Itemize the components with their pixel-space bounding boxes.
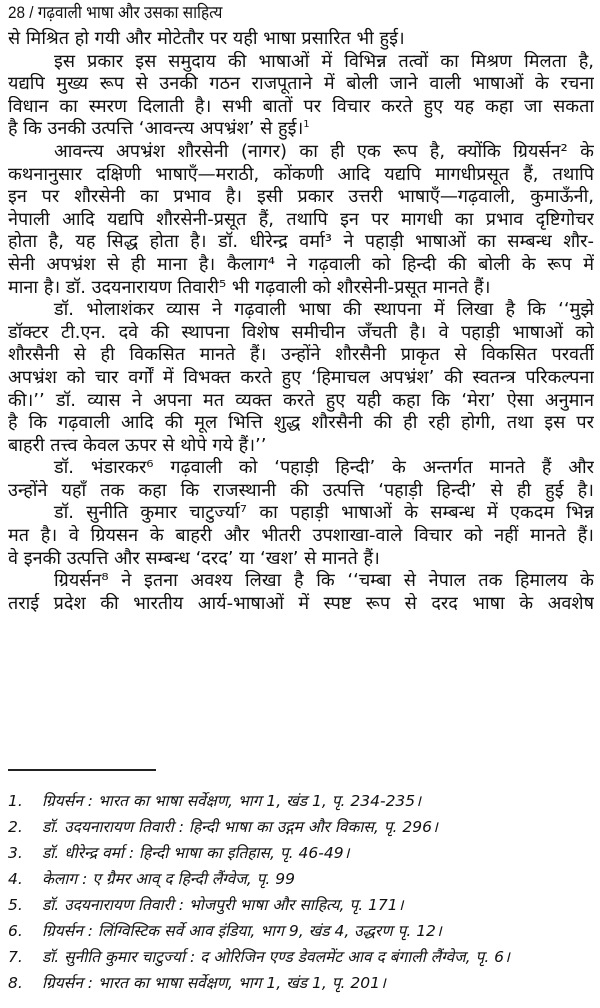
body-line (8, 299, 594, 322)
body-line (8, 548, 594, 571)
footnote-number: 4. (8, 870, 23, 888)
footnote-item (8, 840, 598, 866)
body-line (8, 502, 594, 525)
body-line (8, 593, 594, 616)
body-line (8, 141, 594, 164)
footnote-item (8, 788, 598, 814)
book-title: गढ़वाली भाषा और उसका साहित्य (37, 3, 223, 22)
body-line-text: डॉ. भंडारकर⁶ गढ़वाली को ‘पहाड़ी हिन्दी’ के अन्तर्गत मानते हैं और (54, 457, 594, 479)
body-line (8, 570, 594, 593)
footnote-number: 7. (8, 948, 23, 966)
body-line (8, 164, 594, 187)
body-line-text: माना है। डॉ. उदयनारायण तिवारी⁵ भी गढ़वाली को शौरसेनी-प्रसूत मानते हैं। (8, 276, 491, 298)
body-line-text: यद्यपि मुख्य रूप से उनकी गठन राजपूताने में बोली जाने वाली भाषाओं के रचना (8, 73, 594, 95)
body-line-text: विधान का स्मरण दिलाती है। सभी बातों पर विचार करते हुए यह कहा जा सकता (8, 95, 594, 117)
body-line-text: मत है। वे ग्रियसन के बाहरी और भीतरी उपशाखा-वाले विचार को नहीं मानते हैं। (8, 525, 594, 547)
footnote-item (8, 970, 598, 996)
running-head-separator: / (29, 3, 34, 22)
footnote-text: केलाग : ए ग्रैमर आव् द हिन्दी लैंग्वेज, पृ. 99 (42, 870, 295, 888)
running-head (8, 2, 539, 24)
body-line-text: नेपाली आदि यद्यपि शौरसेनी-प्रसूत हैं, तथापि इन पर मागधी का प्रभाव दृष्टिगोचर (8, 208, 594, 230)
body-line (8, 367, 594, 390)
body-line (8, 480, 594, 503)
body-line (8, 73, 594, 96)
footnote-text: डॉ. उदयनारायण तिवारी : भोजपुरी भाषा और साहित्य, पृ. 171। (42, 896, 404, 914)
footnote-ref: 1 (303, 119, 310, 131)
body-line (8, 96, 594, 119)
body-line (8, 412, 594, 435)
body-line-text: ग्रियर्सन⁸ ने इतना अवश्य लिखा है कि ‘‘चम्बा से नेपाल तक हिमालय के (54, 570, 594, 592)
body-line-text: डॉ. सुनीति कुमार चाटुर्ज्या⁷ का पहाड़ी भाषाओं के सम्बन्ध में एकदम भिन्न (54, 502, 594, 524)
footnote-item (8, 866, 598, 892)
footnote-text: डॉ. धीरेन्द्र वर्मा : हिन्दी भाषा का इतिहास, पृ. 46-49। (42, 844, 350, 862)
footnote-item (8, 892, 598, 918)
footnotes (8, 788, 598, 996)
body-line (8, 186, 594, 209)
body-line (8, 390, 594, 413)
footnote-separator-rule (8, 769, 156, 771)
footnote-number: 8. (8, 974, 23, 992)
footnote-item (8, 918, 598, 944)
body-line-text: इन पर शौरसेनी का प्रभाव है। इसी प्रकार उत्तरी भाषाएँ—गढ़वाली, कुमाऊँनी, (8, 186, 594, 208)
footnote-number: 6. (8, 922, 23, 940)
body-line-text: कथनानुसार दक्षिणी भाषाएँ—मराठी, कोंकणी आदि यद्यपि मागधीप्रसूत हैं, तथापि (8, 163, 594, 185)
body-line (8, 254, 594, 277)
body-line (8, 231, 594, 254)
page-number: 28 (8, 3, 26, 22)
body-line-text: बाहरी तत्त्व केवल ऊपर से थोपे गये हैं।’’ (8, 434, 267, 456)
footnote-item (8, 944, 598, 970)
body-line-text: अपभ्रंश को चार वर्गों में विभक्त करते हुए ‘हिमाचल अपभ्रंश’ की स्वतन्त्र परिकल्पना (8, 366, 594, 388)
footnote-number: 2. (8, 818, 23, 836)
body-line (8, 51, 594, 74)
body-line-text: होता है, यह सिद्ध होता है। डॉ. धीरेन्द्र वर्मा³ ने पहाड़ी भाषाओं का सम्बन्ध शौर- (8, 231, 594, 253)
body-line (8, 435, 594, 458)
footnote-number: 5. (8, 896, 23, 914)
footnote-text: डॉ. सुनीति कुमार चाटुर्ज्या : द ओरिजिन एण्ड डेवलमेंट आव द बंगाली लैंग्वेज, पृ. 6। (42, 948, 510, 966)
body-line-text: डॉ. भोलाशंकर व्यास ने गढ़वाली भाषा की स्थापना में लिखा है कि ‘‘मुझे (54, 299, 594, 321)
body-line-text: की।’’ डॉ. व्यास ने अपना मत व्यक्त करते हुए यही कहा कि ‘मेरा’ ऐसा अनुमान (8, 389, 594, 411)
body-line-text: तराई प्रदेश की भारतीय आर्य-भाषाओं में स्पष्ट रूप से दरद भाषा के अवशेष (8, 592, 594, 614)
body-line-text: उन्होंने यहाँ तक कहा कि राजस्थानी की उत्पत्ति ‘पहाड़ी हिन्दी’ से ही हुई है। (8, 479, 594, 501)
body-line (8, 118, 594, 141)
body-text (8, 28, 594, 615)
footnote-text: ग्रियर्सन : लिंग्विस्टिक सर्वे आव इंडिया, भाग 9, खंड 4, उद्धरण पृ. 12। (42, 922, 442, 940)
body-line-text: सेनी अपभ्रंश से ही माना है। कैलाग⁴ ने गढ़वाली को हिन्दी की बोली के रूप में (8, 253, 594, 275)
footnote-text: ग्रियर्सन : भारत का भाषा सर्वेक्षण, भाग 1, खंड 1, पृ. 201। (42, 974, 386, 992)
body-line (8, 525, 594, 548)
footnote-item (8, 814, 598, 840)
body-line-text: डॉक्टर टी.एन. दवे की स्थापना विशेष समीचीन जँचती है। वे पहाड़ी भाषाओं को (8, 321, 594, 343)
body-line-text: से मिश्रित हो गयी और मोटेतौर पर यही भाषा प्रसारित भी हुई। (8, 28, 405, 49)
footnote-text: ग्रियर्सन : भारत का भाषा सर्वेक्षण, भाग 1, खंड 1, पृ. 234-235। (42, 792, 422, 810)
footnote-text: डॉ. उदयनारायण तिवारी : हिन्दी भाषा का उद्गम और विकास, पृ. 296। (42, 818, 438, 836)
body-line (8, 322, 594, 345)
footnote-number: 3. (8, 844, 23, 862)
body-line (8, 344, 594, 367)
body-line (8, 209, 594, 232)
body-line-text: शौरसैनी से ही विकसित मानते हैं। उन्होंने शौरसैनी प्राकृत से विकसित परवर्ती (8, 344, 594, 366)
body-line-text: वे इनकी उत्पत्ति और सम्बन्ध ‘दरद’ या ‘खश’ से मानते हैं। (8, 547, 380, 569)
body-line (8, 277, 594, 300)
body-line-text: आवन्त्य अपभ्रंश शौरसेनी (नागर) का ही एक रूप है, क्योंकि ग्रियर्सन² के (54, 140, 594, 162)
body-line-text: है कि गढ़वाली आदि की मूल भित्ति शुद्ध शौरसैनी की ही रही होगी, तथा इस पर (8, 412, 594, 434)
footnote-number: 1. (8, 792, 23, 810)
body-line-text: है कि उनकी उत्पत्ति ‘आवन्त्य अपभ्रंश’ से हुई। (8, 118, 304, 140)
body-line (8, 457, 594, 480)
body-line-text: इस प्रकार इस समुदाय की भाषाओं में विभिन्न तत्वों का मिश्रण मिलता है, (54, 50, 594, 72)
body-line (8, 28, 594, 51)
